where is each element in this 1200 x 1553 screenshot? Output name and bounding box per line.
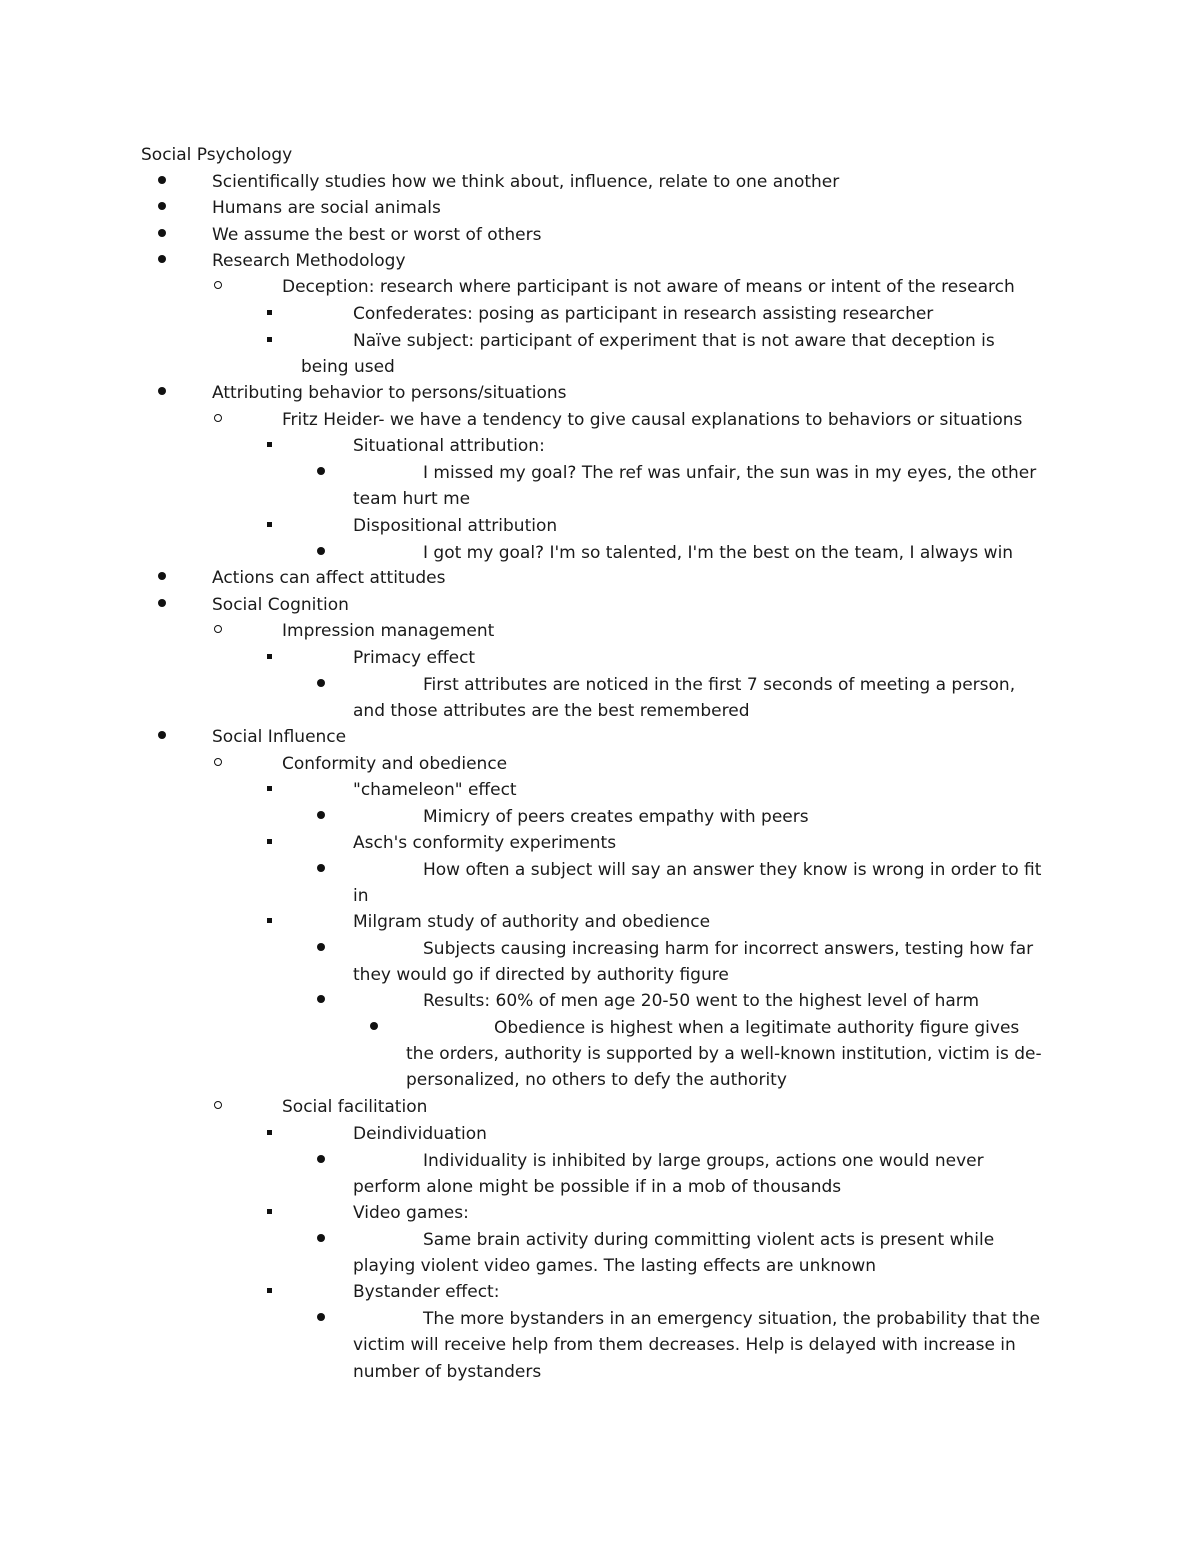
bullet-square-icon [267,442,272,447]
list-item: We assume the best or worst of others [212,225,542,245]
list-item: Video games: [353,1203,469,1223]
bullet-disc-icon [317,864,325,872]
list-item: team hurt me [353,489,471,509]
list-item: Social Cognition [212,595,349,615]
list-item: playing violent video games. The lasting effects are unknown [353,1256,877,1276]
list-item: number of bystanders [353,1362,542,1382]
list-item: Deception: research where participant is not aware of means or intent of the research [282,277,1015,297]
list-item: Dispositional attribution [353,516,558,536]
list-item: they would go if directed by authority figure [353,965,729,985]
bullet-disc-icon [317,943,325,951]
list-item: Deindividuation [353,1124,487,1144]
bullet-square-icon [267,1288,272,1293]
bullet-circle-icon [214,1101,222,1109]
bullet-square-icon [267,839,272,844]
list-item: Research Methodology [212,251,406,271]
bullet-disc-icon [158,176,166,184]
list-item: Actions can affect attitudes [212,568,446,588]
bullet-square-icon [267,522,272,527]
list-item: Conformity and obedience [282,754,508,774]
bullet-disc-icon [158,387,166,395]
list-item: perform alone might be possible if in a mob of thousands [353,1177,842,1197]
bullet-disc-icon [158,572,166,580]
bullet-square-icon [267,786,272,791]
list-item: Primacy effect [353,648,476,668]
bullet-disc-icon [317,467,325,475]
list-item: I got my goal? I'm so talented, I'm the best on the team, I always win [423,543,1014,563]
list-item: Confederates: posing as participant in research assisting researcher [353,304,934,324]
bullet-disc-icon [158,255,166,263]
bullet-disc-icon [158,202,166,210]
bullet-disc-icon [158,731,166,739]
list-item: in [353,886,369,906]
bullet-square-icon [267,1209,272,1214]
list-item: and those attributes are the best remembered [353,701,750,721]
list-item: Impression management [282,621,495,641]
document-title: Social Psychology [141,145,293,165]
list-item: Results: 60% of men age 20-50 went to the highest level of harm [423,991,980,1011]
list-item: Fritz Heider- we have a tendency to give causal explanations to behaviors or situations [282,410,1023,430]
list-item: Individuality is inhibited by large groups, actions one would never [423,1151,984,1171]
bullet-disc-icon [317,995,325,1003]
list-item: Social Influence [212,727,347,747]
list-item: The more bystanders in an emergency situation, the probability that the [423,1309,1041,1329]
list-item: How often a subject will say an answer they know is wrong in order to fit [423,860,1042,880]
list-item: the orders, authority is supported by a well-known institution, victim is de- [406,1044,1042,1064]
list-item: Same brain activity during committing violent acts is present while [423,1230,995,1250]
list-item: "chameleon" effect [353,780,517,800]
list-item: victim will receive help from them decreases. Help is delayed with increase in [353,1335,1016,1355]
bullet-disc-icon [370,1022,378,1030]
list-item: First attributes are noticed in the first 7 seconds of meeting a person, [423,675,1016,695]
bullet-square-icon [267,654,272,659]
bullet-disc-icon [158,229,166,237]
list-item: I missed my goal? The ref was unfair, the sun was in my eyes, the other [423,463,1037,483]
bullet-square-icon [267,918,272,923]
list-item: Subjects causing increasing harm for incorrect answers, testing how far [423,939,1034,959]
list-item: Bystander effect: [353,1282,500,1302]
list-item: being used [301,357,395,377]
bullet-circle-icon [214,758,222,766]
bullet-square-icon [267,337,272,342]
list-item: personalized, no others to defy the authority [406,1070,787,1090]
bullet-disc-icon [317,1313,325,1321]
bullet-square-icon [267,1130,272,1135]
bullet-disc-icon [317,811,325,819]
bullet-circle-icon [214,625,222,633]
list-item: Obedience is highest when a legitimate authority figure gives [494,1018,1020,1038]
list-item: Humans are social animals [212,198,441,218]
list-item: Naïve subject: participant of experiment that is not aware that deception is [353,331,995,351]
bullet-square-icon [267,310,272,315]
bullet-disc-icon [317,679,325,687]
bullet-disc-icon [317,547,325,555]
bullet-disc-icon [158,599,166,607]
list-item: Milgram study of authority and obedience [353,912,711,932]
bullet-circle-icon [214,281,222,289]
bullet-circle-icon [214,414,222,422]
list-item: Situational attribution: [353,436,545,456]
list-item: Scientifically studies how we think about, influence, relate to one another [212,172,840,192]
bullet-disc-icon [317,1155,325,1163]
list-item: Social facilitation [282,1097,428,1117]
list-item: Attributing behavior to persons/situations [212,383,567,403]
list-item: Asch's conformity experiments [353,833,617,853]
list-item: Mimicry of peers creates empathy with peers [423,807,809,827]
bullet-disc-icon [317,1234,325,1242]
